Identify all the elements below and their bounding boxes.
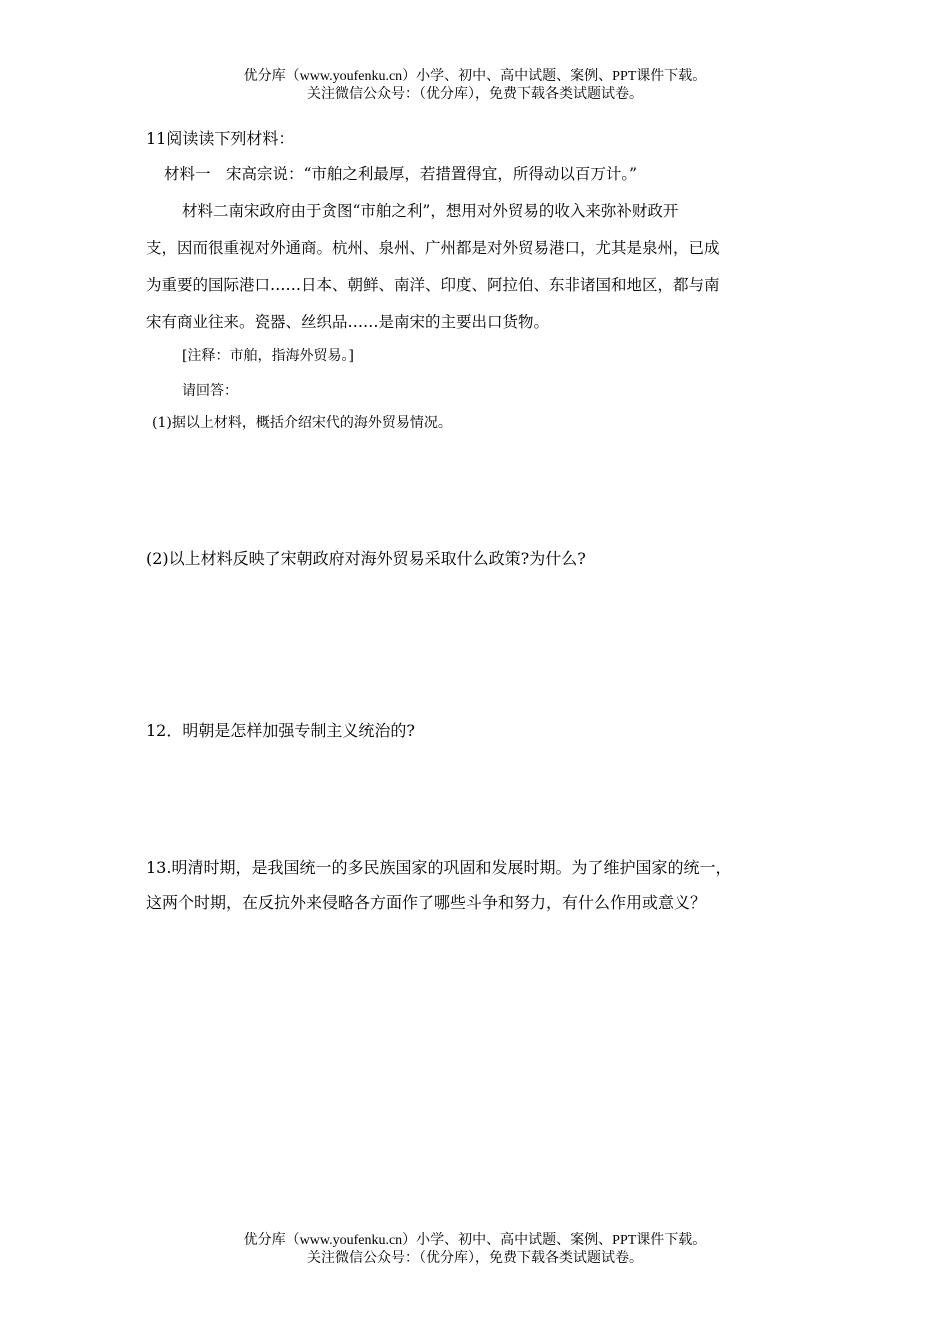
q12-text: 12．明朝是怎样加强专制主义统治的? [146,721,415,740]
q11-sub-question-2: (2)以上材料反映了宋朝政府对海外贸易采取什么政策?为什么? [146,549,586,568]
footer-line-2: 关注微信公众号：（优分库），免费下载各类试题试卷。 [307,1251,643,1266]
q11-material-2-line-4: 宋有商业往来。瓷器、丝织品……是南宋的主要出口货物。 [146,313,550,331]
q11-material-2-line-1: 材料二南宋政府由于贪图“市舶之利”，想用对外贸易的收入来弥补财政开 [182,202,679,220]
header-line-1: 优分库（www.youfenku.cn）小学、初中、高中试题、案例、PPT课件下载。 [243,69,707,84]
q13-line-1: 13.明清时期，是我国统一的多民族国家的巩固和发展时期。为了维护国家的统一， [146,858,732,877]
footer-line-1: 优分库（www.youfenku.cn）小学、初中、高中试题、案例、PPT课件下载。 [243,1233,707,1248]
header-line-2: 关注微信公众号：（优分库），免费下载各类试题试卷。 [307,87,643,102]
q13-line-2: 这两个时期，在反抗外来侵略各方面作了哪些斗争和努力，有什么作用或意义？ [146,893,707,912]
q11-note: [注释：市舶，指海外贸易。] [182,348,354,364]
q11-material-2-line-3: 为重要的国际港口……日本、朝鲜、南洋、印度、阿拉伯、东非诸国和地区，都与南 [146,276,720,294]
page-header [0,68,950,104]
q11-material-2-line-2: 支，因而很重视对外通商。杭州、泉州、广州都是对外贸易港口，尤其是泉州，已成 [146,239,720,257]
q11-prompt: 请回答： [182,383,238,399]
page-footer [0,1232,950,1268]
q11-title: 11阅读读下列材料： [146,129,295,148]
q11-material-1: 材料一 宋高宗说：“市舶之利最厚，若措置得宜，所得动以百万计。” [164,165,638,183]
q11-sub-question-1: (1)据以上材料，概括介绍宋代的海外贸易情况。 [152,415,452,431]
